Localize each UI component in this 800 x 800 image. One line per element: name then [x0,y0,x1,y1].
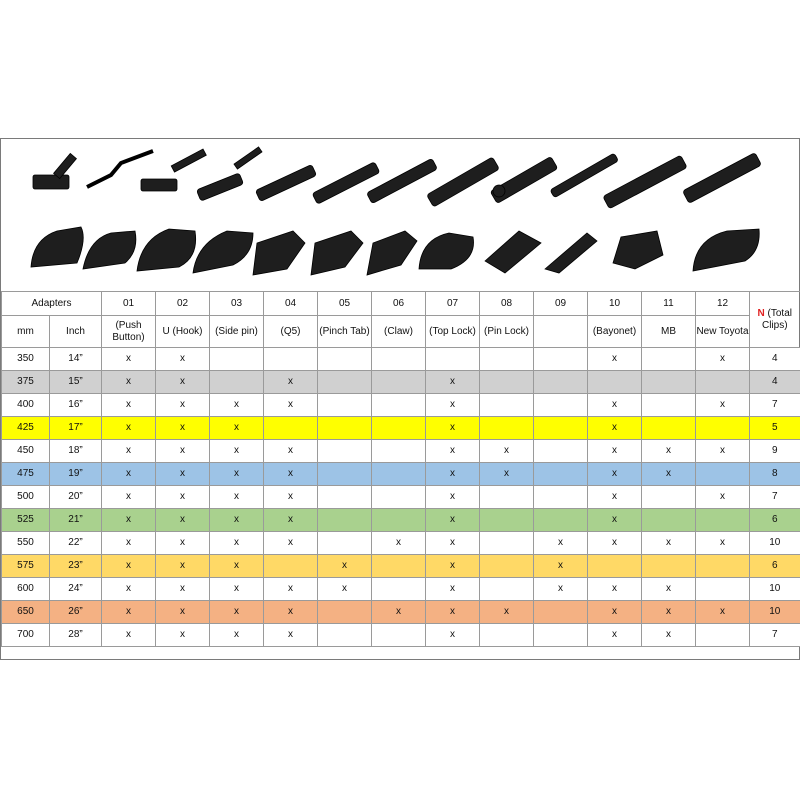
total-clips-label: (Total Clips) [761,307,792,331]
adapter-10-icon [545,233,597,273]
adapter-number: 09 [534,292,588,316]
compat-mark: x [372,601,426,624]
compat-cell [534,371,588,394]
total-n-letter: N [757,307,765,319]
table-row [2,417,800,440]
compat-mark: x [588,440,642,463]
total-clips-header [750,292,800,348]
compat-cell [480,371,534,394]
compat-mark: x [642,440,696,463]
compat-mark: x [426,371,480,394]
table-row [2,463,800,486]
compat-mark: x [534,532,588,555]
adapter-number: 12 [696,292,750,316]
table-row [2,601,800,624]
row-inch: 19” [50,463,102,486]
row-total: 10 [750,601,800,624]
table-row [2,348,800,371]
row-total: 10 [750,532,800,555]
compat-mark: x [588,417,642,440]
compat-mark: x [318,555,372,578]
row-total: 6 [750,555,800,578]
compat-mark: x [426,417,480,440]
compat-mark: x [264,578,318,601]
arm-end-12-icon [683,153,762,204]
table-row [2,509,800,532]
compat-cell [642,486,696,509]
mm-label: mm [2,316,50,348]
row-total: 4 [750,348,800,371]
row-inch: 20” [50,486,102,509]
compat-mark: x [426,486,480,509]
compat-mark: x [156,624,210,647]
row-mm: 525 [2,509,50,532]
compat-mark: x [264,440,318,463]
compat-mark: x [210,532,264,555]
adapter-name: MB [642,316,696,348]
compat-mark: x [210,578,264,601]
compat-mark: x [426,578,480,601]
adapter-09-icon [485,231,541,273]
compat-mark: x [588,394,642,417]
compat-mark: x [156,532,210,555]
compat-cell [318,417,372,440]
compat-mark: x [264,532,318,555]
compat-mark: x [696,486,750,509]
arm-end-01-icon [33,153,76,189]
row-mm: 575 [2,555,50,578]
compat-mark: x [210,417,264,440]
compat-cell [480,486,534,509]
adapter-name [534,316,588,348]
compat-cell [480,348,534,371]
adapter-number: 10 [588,292,642,316]
compat-mark: x [642,624,696,647]
compat-cell [480,394,534,417]
compat-mark: x [264,601,318,624]
compat-mark: x [642,578,696,601]
compat-cell [318,394,372,417]
adapter-name: (Claw) [372,316,426,348]
row-mm: 700 [2,624,50,647]
compat-mark: x [156,486,210,509]
row-inch: 18” [50,440,102,463]
table-row [2,555,800,578]
row-total: 8 [750,463,800,486]
table-row [2,486,800,509]
adapter-number: 02 [156,292,210,316]
compat-mark: x [102,532,156,555]
adapter-number: 01 [102,292,156,316]
adapter-number: 03 [210,292,264,316]
row-inch: 22” [50,532,102,555]
compat-mark: x [102,486,156,509]
compat-cell [642,371,696,394]
compat-mark: x [696,394,750,417]
compat-cell [480,417,534,440]
compat-mark: x [588,578,642,601]
compat-cell [534,463,588,486]
arm-end-05-icon [255,164,316,201]
adapter-name: (Pin Lock) [480,316,534,348]
adapter-07-icon [367,231,417,275]
adapter-name: New Toyota [696,316,750,348]
compat-mark: x [156,348,210,371]
compat-mark: x [156,394,210,417]
table-row [2,578,800,601]
compat-mark: x [156,601,210,624]
compat-cell [210,371,264,394]
compat-cell [480,532,534,555]
compat-cell [480,555,534,578]
compat-cell [588,371,642,394]
compat-cell [534,486,588,509]
row-inch: 21” [50,509,102,532]
compat-mark: x [642,532,696,555]
compat-cell [534,348,588,371]
compat-cell [534,509,588,532]
compat-cell [318,509,372,532]
compat-mark: x [102,509,156,532]
adapter-05-icon [253,231,305,275]
adapter-11-icon [613,231,663,269]
compat-cell [642,348,696,371]
compat-mark: x [588,486,642,509]
compat-cell [696,371,750,394]
compat-mark: x [588,348,642,371]
adapter-03-icon [137,229,196,271]
adapter-compatibility-table [1,291,800,647]
adapter-number: 05 [318,292,372,316]
compat-cell [318,486,372,509]
compat-mark: x [102,555,156,578]
compat-mark: x [156,555,210,578]
arm-end-10-icon [550,153,619,198]
row-inch: 26” [50,601,102,624]
arm-end-03-icon [141,149,206,191]
row-mm: 500 [2,486,50,509]
compat-mark: x [642,601,696,624]
arm-end-11-icon [603,155,687,209]
compat-cell [318,371,372,394]
adapter-name: (Push Button) [102,316,156,348]
row-total: 9 [750,440,800,463]
adapter-08-icon [419,233,474,269]
compat-cell [372,486,426,509]
row-total: 4 [750,371,800,394]
adapter-02-icon [83,231,136,269]
row-total: 5 [750,417,800,440]
compat-cell [534,440,588,463]
compat-cell [372,371,426,394]
compat-cell [318,348,372,371]
compat-cell [372,463,426,486]
compat-mark: x [210,463,264,486]
compat-mark: x [210,486,264,509]
compat-cell [642,509,696,532]
compat-cell [264,417,318,440]
compat-cell [372,555,426,578]
compat-cell [588,555,642,578]
adapters-label: Adapters [2,292,102,316]
row-total: 7 [750,394,800,417]
compat-mark: x [588,509,642,532]
row-mm: 350 [2,348,50,371]
row-total: 10 [750,578,800,601]
adapter-name: (Side pin) [210,316,264,348]
compat-cell [372,578,426,601]
compat-mark: x [642,463,696,486]
compat-mark: x [426,555,480,578]
compat-cell [534,624,588,647]
row-total: 7 [750,486,800,509]
compat-mark: x [588,624,642,647]
compat-mark: x [156,509,210,532]
compat-mark: x [318,578,372,601]
compat-mark: x [156,578,210,601]
compat-cell [696,555,750,578]
adapter-04-icon [193,231,253,273]
adapter-number: 07 [426,292,480,316]
adapter-name: (Bayonet) [588,316,642,348]
compat-mark: x [588,532,642,555]
row-mm: 550 [2,532,50,555]
compat-cell [696,417,750,440]
compat-mark: x [264,624,318,647]
compat-cell [372,509,426,532]
compat-cell [696,578,750,601]
compat-cell [534,601,588,624]
row-mm: 600 [2,578,50,601]
compat-mark: x [480,440,534,463]
compat-mark: x [426,601,480,624]
compat-mark: x [102,371,156,394]
row-mm: 475 [2,463,50,486]
adapter-06-icon [311,231,363,275]
compat-mark: x [426,532,480,555]
row-mm: 650 [2,601,50,624]
table-row [2,624,800,647]
compat-mark: x [156,463,210,486]
compat-cell [318,440,372,463]
row-inch: 23” [50,555,102,578]
compat-mark: x [696,532,750,555]
row-mm: 450 [2,440,50,463]
adapter-name: (Pinch Tab) [318,316,372,348]
compat-cell [534,417,588,440]
compat-mark: x [210,555,264,578]
compat-mark: x [696,440,750,463]
compat-mark: x [264,509,318,532]
adapter-name: (Q5) [264,316,318,348]
compat-cell [318,624,372,647]
compat-mark: x [210,394,264,417]
compat-mark: x [156,417,210,440]
table-row [2,394,800,417]
compat-cell [372,417,426,440]
compat-mark: x [426,463,480,486]
adapter-chart [0,138,800,660]
row-mm: 375 [2,371,50,394]
compat-mark: x [210,624,264,647]
arm-end-09-icon [490,156,558,203]
compat-mark: x [426,624,480,647]
table-row [2,440,800,463]
compat-mark: x [372,532,426,555]
compat-cell [318,463,372,486]
adapter-number: 06 [372,292,426,316]
compat-cell [372,394,426,417]
header-row-numbers [2,292,800,316]
compat-mark: x [210,601,264,624]
compat-cell [318,601,372,624]
compat-mark: x [102,417,156,440]
compat-mark: x [156,371,210,394]
compat-mark: x [588,601,642,624]
compat-cell [696,463,750,486]
adapter-number: 04 [264,292,318,316]
compat-mark: x [696,348,750,371]
compat-cell [210,348,264,371]
compat-cell [426,348,480,371]
compat-mark: x [588,463,642,486]
row-inch: 14” [50,348,102,371]
row-total: 7 [750,624,800,647]
adapter-name: U (Hook) [156,316,210,348]
compat-cell [264,555,318,578]
compat-cell [696,509,750,532]
compat-mark: x [264,463,318,486]
row-inch: 15” [50,371,102,394]
compat-cell [318,532,372,555]
compat-mark: x [102,440,156,463]
compat-cell [480,624,534,647]
arm-end-07-icon [367,158,438,203]
adapter-12-icon [693,229,759,271]
header-row-names [2,316,800,348]
row-mm: 400 [2,394,50,417]
adapter-number: 08 [480,292,534,316]
compat-cell [480,509,534,532]
row-inch: 28” [50,624,102,647]
compat-mark: x [102,578,156,601]
compat-cell [642,394,696,417]
compat-mark: x [426,440,480,463]
compat-mark: x [156,440,210,463]
table-row [2,532,800,555]
compat-mark: x [426,509,480,532]
compat-cell [534,394,588,417]
compat-cell [372,624,426,647]
compat-mark: x [264,394,318,417]
row-inch: 24” [50,578,102,601]
compat-mark: x [534,555,588,578]
compat-cell [696,624,750,647]
arm-end-08-icon [427,157,500,207]
inch-label: Inch [50,316,102,348]
row-inch: 16” [50,394,102,417]
compat-mark: x [210,509,264,532]
compat-mark: x [102,463,156,486]
compat-cell [372,440,426,463]
compat-mark: x [102,348,156,371]
compat-mark: x [102,394,156,417]
compat-cell [372,348,426,371]
table-row [2,371,800,394]
row-total: 6 [750,509,800,532]
compat-mark: x [264,371,318,394]
compat-mark: x [696,601,750,624]
compat-mark: x [480,601,534,624]
adapter-name: (Top Lock) [426,316,480,348]
compat-mark: x [264,486,318,509]
row-mm: 425 [2,417,50,440]
compat-cell [480,578,534,601]
adapter-number: 11 [642,292,696,316]
row-inch: 17” [50,417,102,440]
compat-cell [642,417,696,440]
compat-mark: x [210,440,264,463]
compat-mark: x [102,601,156,624]
compat-mark: x [480,463,534,486]
adapter-01-icon [31,227,83,267]
compat-mark: x [426,394,480,417]
compat-mark: x [102,624,156,647]
compat-mark: x [534,578,588,601]
adapters-photo [1,139,799,291]
compat-cell [642,555,696,578]
compat-cell [264,348,318,371]
